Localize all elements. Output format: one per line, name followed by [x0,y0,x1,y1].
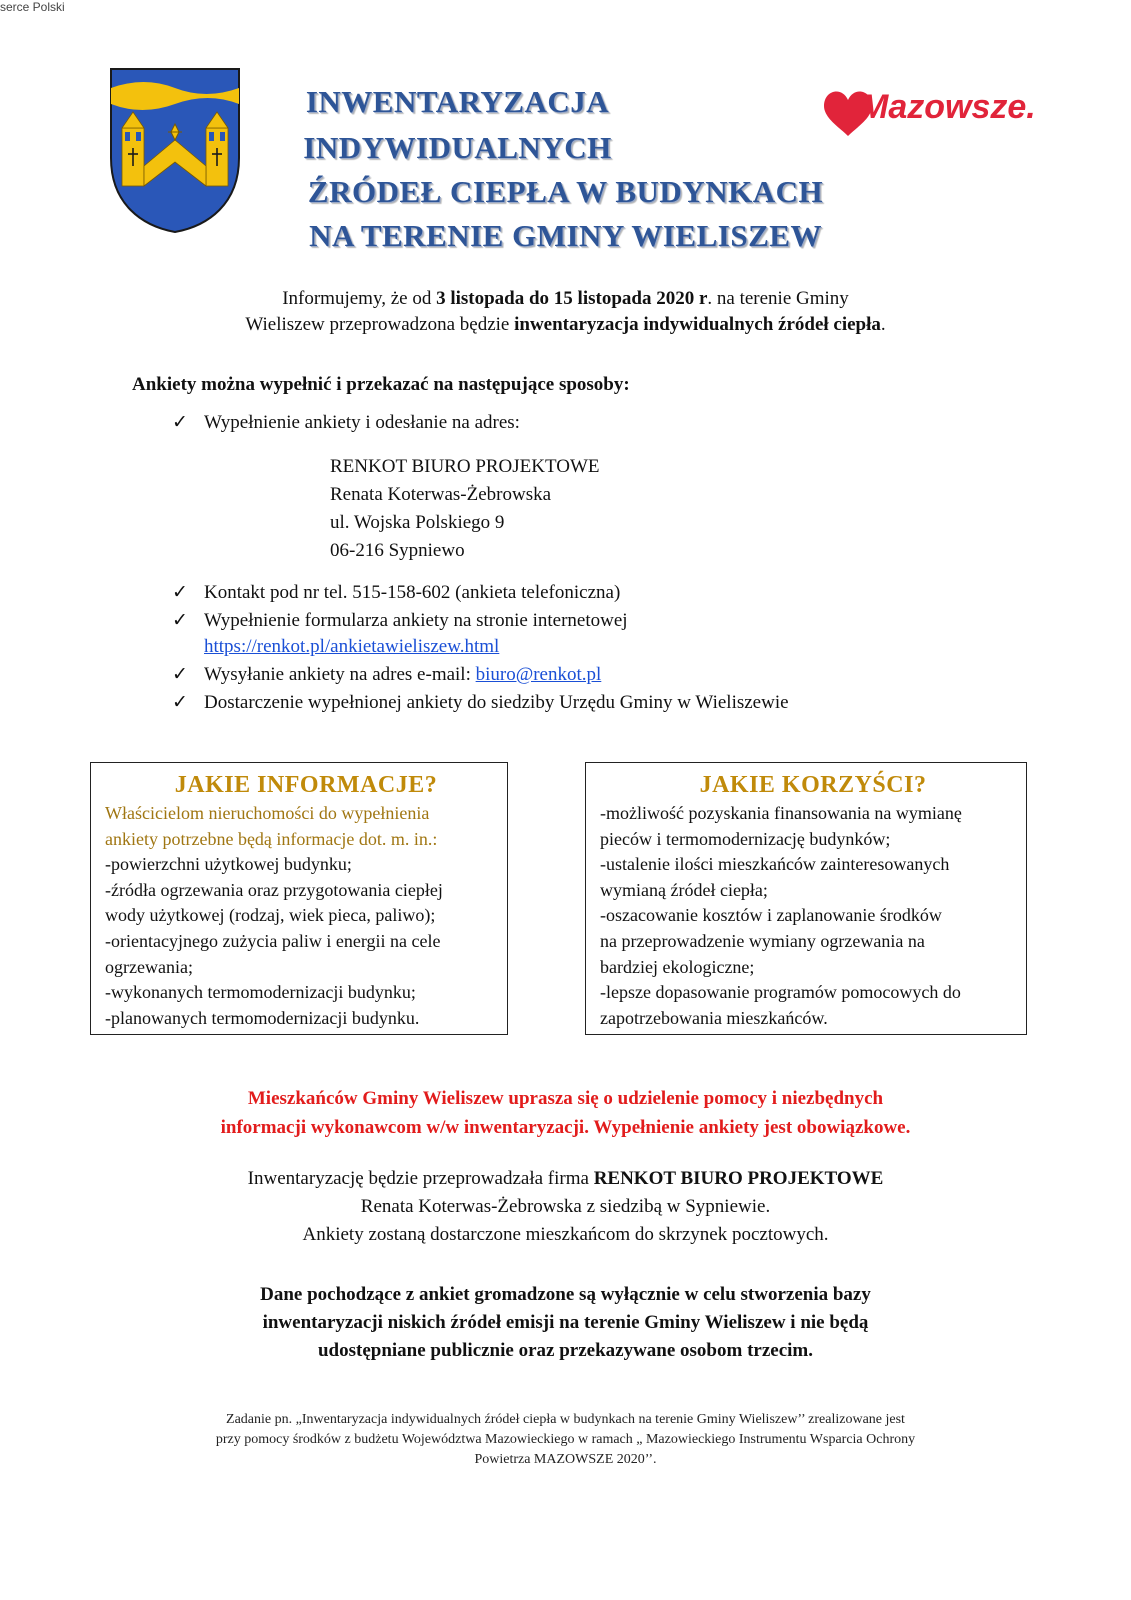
logo-tagline: serce Polski [0,0,65,14]
address-line-2: Renata Koterwas-Żebrowska [330,484,552,505]
privacy-line-2: inwentaryzacji niskich źródeł emisji na terenie Gminy Wieliszew i nie będą [262,1312,869,1333]
benefit-line: -lepsze dopasowanie programów pomocowych do [600,982,961,1003]
info-box-heading: JAKIE INFORMACJE? [174,772,438,798]
title-line-1: INWENTARYZACJA [305,84,610,119]
info-intro-line: ankiety potrzebne będą informacje dot. m. in.: [105,828,438,849]
benefits-box-heading: JAKIE KORZYŚCI? [699,772,927,798]
benefit-line: zapotrzebowania mieszkańców. [600,1007,828,1028]
appeal-line-2: informacji wykonawcom w/w inwentaryzacji. Wypełnienie ankiety jest obowiązkowe. [220,1117,911,1138]
address-line-4: 06-216 Sypniewo [330,540,465,561]
benefit-line: pieców i termomodernizację budynków; [600,828,891,849]
info-line: -planowanych termomodernizacji budynku. [105,1007,420,1028]
info-line: -orientacyjnego zużycia paliw i energii na cele [105,930,441,951]
check-icon: ✓ [172,582,188,603]
info-intro-line: Właścicielom nieruchomości do wypełnienia [105,803,430,823]
info-line: -powierzchni użytkowej budynku; [105,854,352,875]
appeal-line-1: Mieszkańców Gminy Wieliszew uprasza się o udzielenie pomocy i niezbędnych [247,1088,884,1109]
survey-web-link[interactable]: https://renkot.pl/ankietawieliszew.html [204,636,500,657]
contractor-line-2: Renata Koterwas-Żebrowska z siedzibą w Sypniewie. [360,1196,771,1217]
methods-heading: Ankiety można wypełnić i przekazać na następujące sposoby: [132,374,630,395]
info-line: ogrzewania; [105,956,193,977]
intro-line-1: Informujemy, że od 3 listopada do 15 listopada 2020 r. na terenie Gminy [282,288,849,309]
title-line-3: ŹRÓDEŁ CIEPŁA W BUDYNKACH [307,174,824,209]
benefit-line: -ustalenie ilości mieszkańców zainteresowanych [600,854,950,875]
contractor-line-3: Ankiety zostaną dostarczone mieszkańcom do skrzynek pocztowych. [302,1224,829,1245]
benefit-line: wymianą źródeł ciepła; [600,879,768,900]
contractor-line-1: Inwentaryzację będzie przeprowadzała firma RENKOT BIURO PROJEKTOWE [247,1168,884,1189]
check-icon: ✓ [172,610,188,631]
title-line-2: INDYWIDUALNYCH [303,130,612,165]
intro-line-2: Wieliszew przeprowadzona będzie inwentaryzacja indywidualnych źródeł ciepła. [245,314,886,335]
info-line: -wykonanych termomodernizacji budynku; [105,982,416,1003]
footer-line-2: przy pomocy środków z budżetu Województwa Mazowieckiego w ramach „ Mazowieckiego Instrumentu Wsparcia Ochrony [215,1432,916,1447]
benefit-line: -możliwość pozyskania finansowania na wymianę [600,803,962,823]
benefit-line: na przeprowadzenie wymiany ogrzewania na [600,930,925,951]
address-line-1: RENKOT BIURO PROJEKTOWE [330,456,600,477]
privacy-line-3: udostępniane publicznie oraz przekazywane osobom trzecim. [317,1340,813,1361]
check-icon: ✓ [172,412,188,433]
logo-brand: Mazowsze. [860,88,1036,126]
footer-line-3: Powietrza MAZOWSZE 2020’’. [474,1452,657,1467]
email-link[interactable]: biuro@renkot.pl [475,664,602,685]
benefit-line: -oszacowanie kosztów i zaplanowanie środków [600,905,942,926]
check-icon: ✓ [172,664,188,685]
info-line: wody użytkowej (rodzaj, wiek pieca, paliwo); [105,905,436,926]
privacy-line-1: Dane pochodzące z ankiet gromadzone są wyłącznie w celu stworzenia bazy [260,1284,871,1305]
benefits-box [585,762,1027,1035]
address-line-3: ul. Wojska Polskiego 9 [330,512,505,533]
footer-line-1: Zadanie pn. „Inwentaryzacja indywidualnych źródeł ciepła w budynkach na terenie Gminy Wieliszew’’ zrealizowane jest [226,1412,905,1427]
info-line: -źródła ogrzewania oraz przygotowania ciepłej [105,879,443,900]
benefit-line: bardziej ekologiczne; [600,956,755,977]
title-line-4: NA TERENIE GMINY WIELISZEW [309,218,822,253]
check-icon: ✓ [172,692,188,713]
info-box [90,762,508,1035]
